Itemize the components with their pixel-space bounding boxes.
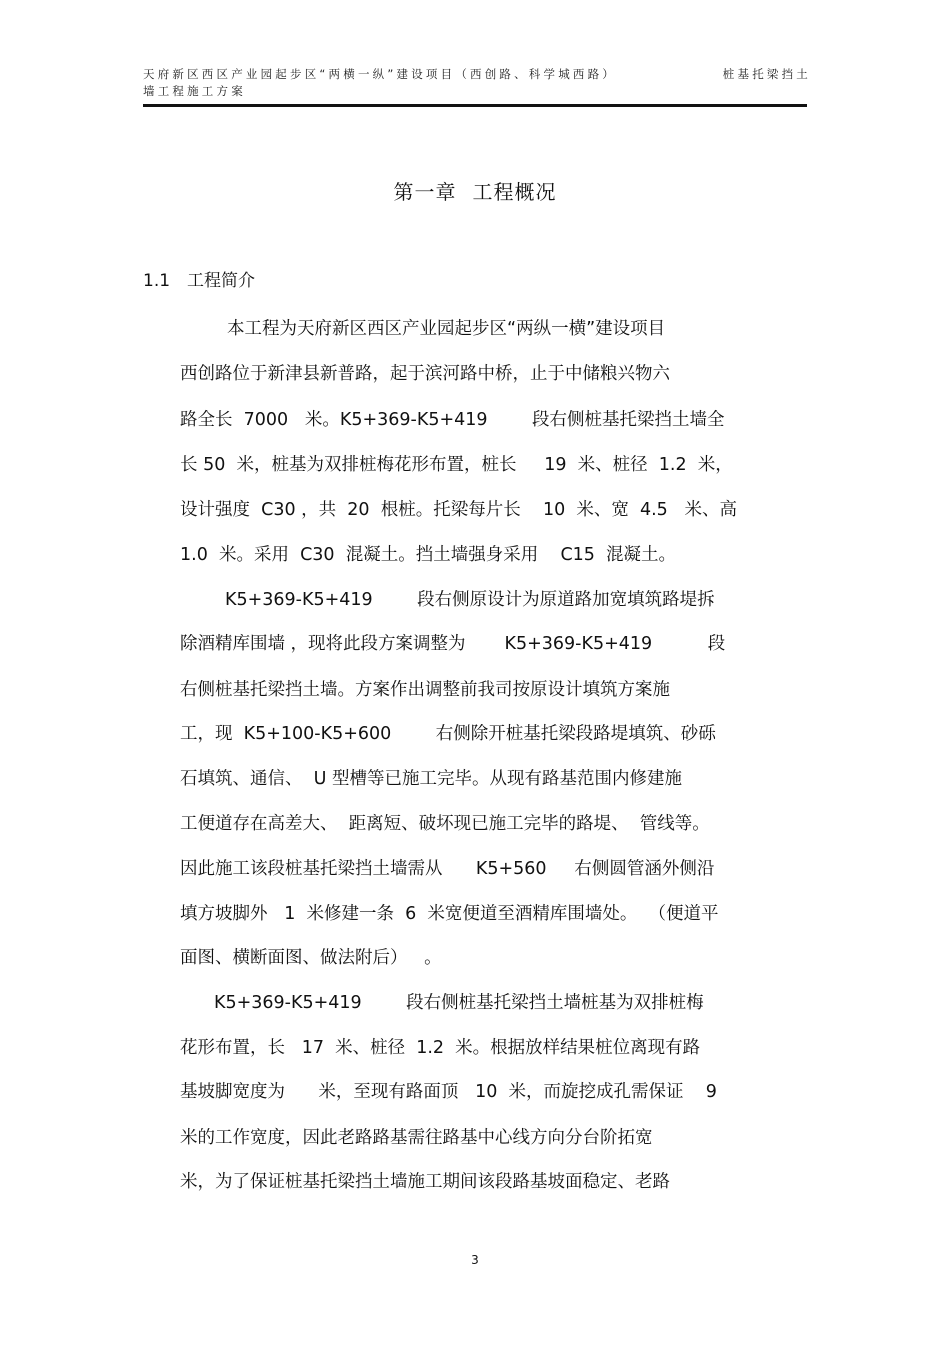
body-line: K5+369-K5+419 段右侧原设计为原道路加宽填筑路堤拆 [225,590,715,610]
chapter-heading [0,176,950,205]
section-heading [143,266,255,291]
body-line: 长 50 米，桩基为双排桩梅花形布置，桩长 19 米、桩径 1.2 米， [180,455,733,475]
body-line: 花形布置，长 17 米、桩径 1.2 米。根据放样结果桩位离现有路 [180,1038,701,1058]
body-line: 1.0 米。采用 C30 混凝土。挡土墙强身采用 C15 混凝土。 [180,545,677,565]
body-line: 工便道存在高差大、 距离短、破坏现已施工完毕的路堤、 管线等。 [180,814,710,834]
body-line: 米，为了保证桩基托梁挡土墙施工期间该段路基坡面稳定、老路 [180,1172,670,1192]
chapter-title: 工程概况 [472,180,557,204]
body-line: 石填筑、通信、 U 型槽等已施工完毕。从现有路基范围内修建施 [180,769,682,789]
header-line-2: 墙工程施工方案 [143,84,246,98]
section-title: 工程简介 [187,271,255,291]
page-number: 3 [471,1253,479,1267]
body-line: K5+369-K5+419 段右侧桩基托梁挡土墙桩基为双排桩梅 [214,993,704,1013]
body-line: 基坡脚宽度为 米，至现有路面顶 10 米，而旋挖成孔需保证 9 [180,1082,717,1102]
body-line: 设计强度 C30 ，共 20 根桩。托梁每片长 10 米、宽 4.5 米、高 [180,500,737,520]
header-project-title: 天府新区西区产业园起步区“两横一纵”建设项目（西创路、科学城西路） [143,67,618,81]
body-line: 除酒精库围墙 ，现将此段方案调整为 K5+369-K5+419 段 [180,634,726,654]
body-line: 右侧桩基托梁挡土墙。方案作出调整前我司按原设计填筑方案施 [180,680,670,700]
body-line: 西创路位于新津县新普路，起于滨河路中桥，止于中储粮兴物六 [180,364,670,384]
header-line-1 [143,66,811,83]
body-line: 填方坡脚外 1 米修建一条 6 米宽便道至酒精库围墙处。 （便道平 [180,904,719,924]
body-line: 米的工作宽度，因此老路路基需往路基中心线方向分台阶拓宽 [180,1128,653,1148]
section-number: 1.1 [143,271,171,291]
body-line: 面图、横断面图、做法附后） 。 [180,948,442,968]
body-line: 路全长 7000 米。K5+369-K5+419 段右侧桩基托梁挡土墙全 [180,410,725,430]
header-divider [143,104,807,107]
running-header [143,66,811,100]
chapter-number: 第一章 [393,180,457,204]
header-doc-topic: 桩基托梁挡土 [722,67,811,81]
body-line: 工，现 K5+100-K5+600 右侧除开桩基托梁段路堤填筑、砂砾 [180,724,716,744]
body-line: 因此施工该段桩基托梁挡土墙需从 K5+560 右侧圆管涵外侧沿 [180,859,715,879]
body-line: 本工程为天府新区西区产业园起步区“两纵一横”建设项目 [227,319,666,339]
